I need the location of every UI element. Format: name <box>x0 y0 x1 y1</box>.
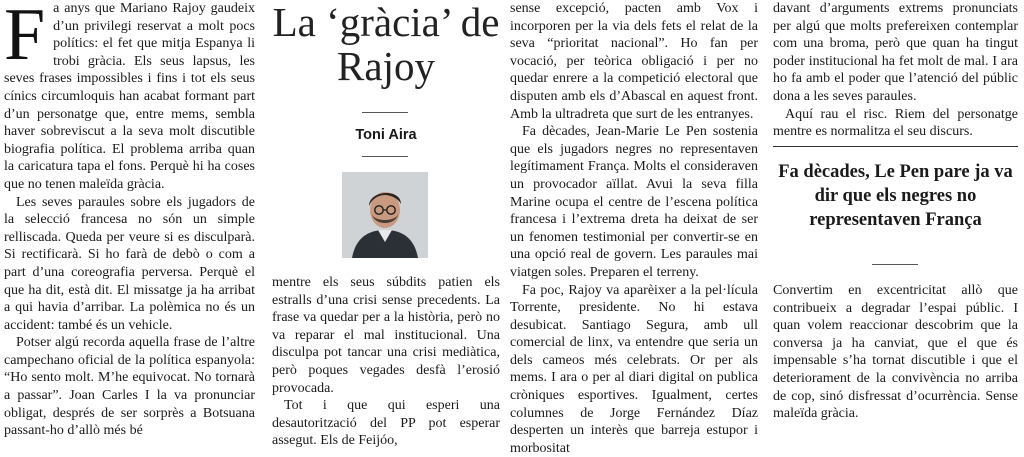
article-paragraph: Fa anys que Mariano Rajoy gaudeix d’un privilegi reservat a molt pocs polítics: el fet que mitja Espanya li trobi gràcia. Els seus lapsus, les seves frases impossibles i fins i tot els seus cínics circumloquis han acabat formant part d’un personatge que, entre mems, sembla haver sobreviscut a la seva molt discutible biografia política. El problema arriba quan la caricatura tapa el fons. Perquè hi ha coses que no tenen maleïda gràcia. <box>4 0 255 194</box>
article-paragraph: Convertim en excentricitat allò que contribueix a degradar l’espai públic. I quan volem reaccionar descobrim que la conversa ja ha canviat, que el que és impensable s’ha tornat discutible i que el deteriorament de la convivència no arriba de cop, sinó disfressat d’ocurrència. Sense maleïda gràcia. <box>773 282 1018 423</box>
pullquote-divider <box>872 264 918 265</box>
drop-cap: F <box>4 0 53 66</box>
author-name: Toni Aira <box>272 127 500 143</box>
article-paragraph: Tot i que qui esperi una desautorització del PP pot esperar assegut. Els de Feijóo, <box>272 397 500 450</box>
author-photo <box>342 172 428 258</box>
article-column-1 <box>4 0 255 410</box>
article-paragraph: Les seves paraules sobre els jugadors de la selecció francesa no són un simple relliscada. Queda per veure si es disculparà. Si rectificarà. Si ho farà de debò o com a part d’una coreografia perversa. Perquè el que ha dit, està dit. El missatge ja ha arribat a qui havia d’arribar. La polèmica no és un accident: també és un vehicle. <box>4 194 255 335</box>
article-paragraph: Aquí rau el risc. Riem del personatge mentre es normalitza el seu discurs. <box>773 106 1018 141</box>
article-paragraph: davant d’arguments extrems pronunciats per algú que molts prefereixen contemplar com una broma, però que quan ha tingut poder institucional ha fet molt de mal. I ara ho fa amb el poder que l’atenció del públic dona a les seves paraules. <box>773 0 1018 106</box>
article-paragraph: mentre els seus súbdits patien els estralls d’una crisi sense precedents. La frase va quedar per a la història, però no va reparar el mal institucional. Una disculpa pot tancar una crisi mediàtica, però poques vegades desfà l’erosió provocada. <box>272 274 500 397</box>
article-paragraph: Potser algú recorda aquella frase de l’altre campechano oficial de la política espanyola: “Ho sento molt. M’he equivocat. No tornarà a passar”. Joan Carles I la va pronunciar obligat, després de ser sorprès a Botsuana passant-ho d’allò més bé <box>4 334 255 440</box>
pullquote-top-rule <box>773 146 1018 147</box>
title-divider <box>362 112 408 113</box>
article-column-3 <box>510 0 758 410</box>
article-paragraph: Fa poc, Rajoy va aparèixer a la pel·lícula Torrente, presidente. No hi estava desubicat. Santiago Segura, amb ull comercial de linx, va entendre que seria un dels cameos més celebrats. Or per als mems. I ara o per al diari digital on publica cròniques esportives. Igualment, certes columnes de Jorge Fernández Díaz desperten un interès que barreja estupor i morbositat <box>510 282 758 457</box>
pull-quote: Fa dècades, Le Pen pare ja va dir que els negres no representaven França <box>773 160 1018 232</box>
author-divider <box>362 156 408 157</box>
author-portrait-icon <box>342 172 428 258</box>
article-paragraph: sense excepció, pacten amb Vox i incorporen per la via dels fets el relat de la seva “prioritat nacional”. Ho fan per vocació, per teòrica obligació i per no quedar enrere a la competició electoral que disputen amb els d’Abascal en aquest front. Amb la ultradreta que surt de les entranyes. <box>510 0 758 123</box>
article-column-2 <box>272 274 500 410</box>
article-paragraph: Fa dècades, Jean-Marie Le Pen sostenia que els jugadors negres no representaven legítimament França. Molts el consideraven un provocador aïllat. Avui la seva filla Marine ocupa el centre de l’escena política francesa i l’extrema dreta ha deixat de ser un fenomen testimonial per convertir-se en una opció real de govern. Les paraules mai viatgen soles. Preparen el terreny. <box>510 123 758 281</box>
article-title: La ‘gràcia’ de Rajoy <box>272 0 500 88</box>
article-column-4 <box>773 0 1018 140</box>
article-column-4-continued <box>773 282 1018 410</box>
